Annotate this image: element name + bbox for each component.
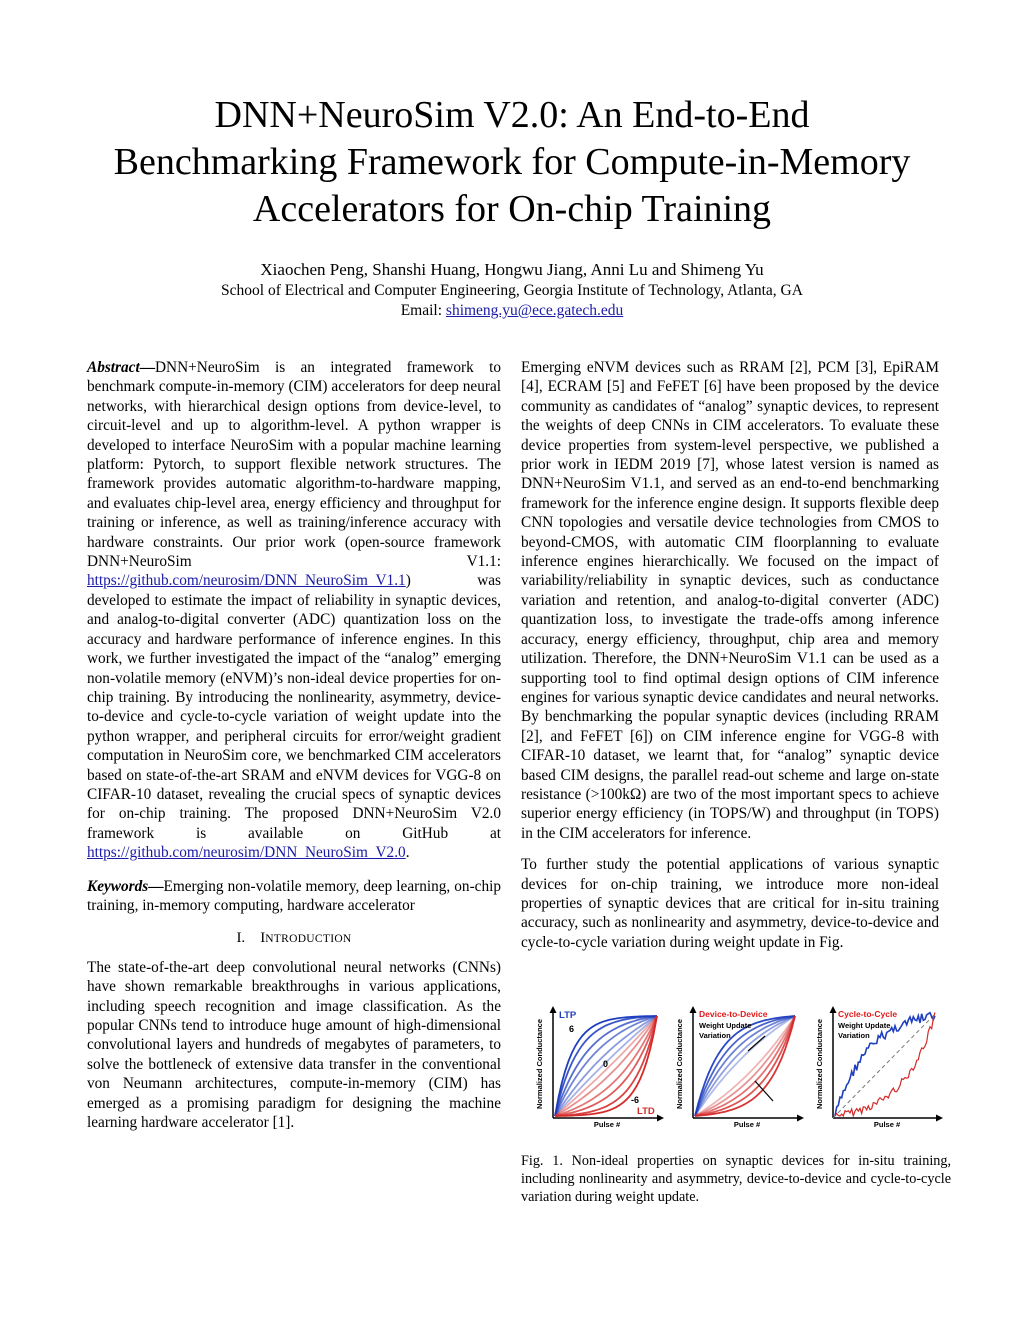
intro-paragraph: The state-of-the-art deep convolutional neural networks (CNNs) have shown remarkable breakthroughs in various applications, including speech recognition and image classification. As the popular CNNs tend to introduce huge amount of high-dimensional convolutional layers and hundreds of megabytes of parameters, to solve the bottleneck of extensive data transfer in the conventional von Neumann architectures, compute-in-memory (CIM) has emerged as a promising paradigm for designing the machine learning hardware accelerator [1]. [87,958,501,1132]
panel-cycle-to-cycle [815,1006,943,1129]
right-paragraph-2: To further study the potential applications of various synaptic devices for on-chip training, we introduce more non-ideal properties of synaptic devices that are critical for in-situ training accuracy, such as nonlinearity and asymmetry, device-to-device and cycle-to-cycle variation during weight update in Fig. [521,856,939,951]
panel3-y-arrow [830,1006,837,1013]
panel2-sub1: Weight Update [699,1021,752,1030]
panel1-n-zero: 0 [603,1059,609,1069]
panel2-xlabel: Pulse # [733,1120,761,1129]
section-number: I. [236,930,246,947]
authors: Xiaochen Peng, Shanshi Huang, Hongwu Jiang, Anni Lu and Shimeng Yu [260,260,764,279]
keywords-dash: — [148,877,164,895]
panel1-ltd-label: LTD [637,1106,655,1117]
panel3-xlabel: Pulse # [873,1120,901,1129]
right-column [521,358,939,952]
panel3-x-arrow [936,1115,943,1122]
panel1-n-neg: -6 [631,1095,640,1105]
panel2-x-arrow [797,1115,804,1122]
github-link-v11[interactable]: https://github.com/neurosim/DNN_NeuroSim_V1.1 [87,572,406,590]
title-line-1: DNN+NeuroSim V2.0: An End-to-End [214,94,810,136]
email-link[interactable]: shimeng.yu@ece.gatech.edu [445,302,624,319]
panel2-y-arrow [690,1006,697,1013]
panel3-heading: Cycle-to-Cycle [838,1009,898,1019]
abstract [87,358,501,863]
github-link-v20[interactable]: https://github.com/neurosim/DNN_NeuroSim_V2.0 [87,844,406,862]
panel1-ltp-label: LTP [559,1010,577,1021]
keywords-text: Emerging non-volatile memory, deep learning, on-chip training, in-memory computing, hardware accelerator [87,877,501,914]
title-line-3: Accelerators for On-chip Training [252,188,772,230]
right-paragraph-1: Emerging eNVM devices such as RRAM [2], PCM [3], EpiRAM [4], ECRAM [5] and FeFET [6] have been proposed by the device community as candidates of “analog” synaptic devices, to represent the weights of deep CNNs in CIM accelerators. To evaluate these device properties from system-level perspective, we published a prior work in IEDM 2019 [7], whose latest version is named as DNN+NeuroSim V1.1, and served as an end-to-end benchmarking framework for the inference engine design. It supports flexible deep CNN topologies and versatile device technologies from CMOS to beyond-CMOS, with automatic CIM floorplanning to evaluate inference engines hierarchically. We focused on the impact of variability/reliability in synaptic devices, such as conductance variation and retention, and analog-to-digital converter (ADC) quantization loss, to investigate the trade-offs among inference accuracy, energy efficiency, throughput, chip area and memory utilization. Therefore, the DNN+NeuroSim V1.1 can be used as a supporting tool to find optimal design options of CIM inference engines for various synaptic device candidates and neural networks. By benchmarking the popular synaptic devices (including RRAM [2], and FeFET [6]) on CIM inference engine for VGG-8 with CIFAR-10 dataset, we learnt that, for “analog” synaptic device based CIM designs, the parallel read-out scheme and large on-state resistance (>100kΩ) are two of the most important specs to achieve superior energy efficiency (in TOPS/W) and throughput (in TOPS) in the CIM accelerators for inference. [521,359,939,842]
panel2-sub2: Variation [699,1031,731,1040]
title-line-2: Benchmarking Framework for Compute-in-Memory [113,141,911,183]
panel2-heading: Device-to-Device [699,1009,768,1019]
panel2-arrow-lower [755,1081,773,1101]
email-label: Email: [400,302,443,319]
panel1-xlabel: Pulse # [593,1120,621,1129]
paper-title [60,92,964,233]
panel3-sub1: Weight Update [838,1021,891,1030]
abstract-text-1: DNN+NeuroSim is an integrated framework to benchmark compute-in-memory (CIM) accelerators for deep neural networks, with hierarchical design options from device-level, to circuit-level and up to algorithm-level. A python wrapper is developed to interface NeuroSim with a popular machine learning platform: Pytorch, to support flexible network structures. The framework provides automatic algorithm-to-hardware mapping, and evaluates chip-level area, energy efficiency and throughput for training or inference, as well as training/inference accuracy with hardware constraints. Our prior work (open-source framework DNN+NeuroSim V1.1: [87,359,501,571]
affiliation: School of Electrical and Computer Engineering, Georgia Institute of Technology, Atlanta, GA [221,282,803,299]
panel3-ylabel: Normalized Conductance [815,1018,824,1110]
keywords [87,877,501,916]
panel3-sub2: Variation [838,1031,870,1040]
section-title-rest: NTRODUCTION [265,933,352,946]
section-heading-introduction [87,929,501,949]
abstract-end: . [405,844,410,862]
figure-caption: Fig. 1. Non-ideal properties on synaptic devices for in-situ training, including nonlinearity and asymmetry, device-to-device and cycle-to-cycle variation during weight update. [521,1153,951,1205]
panel1-x-arrow [657,1115,664,1122]
panel1-n-pos: 6 [569,1024,575,1034]
section-first-letter: I [260,930,266,947]
panel2-ylabel: Normalized Conductance [675,1018,684,1110]
panel-device-to-device [675,1006,804,1129]
panel-nonlinearity [535,1006,664,1129]
abstract-dash: — [139,359,155,376]
keywords-label: Keywords [87,877,149,895]
figure-1 [533,1006,943,1130]
abstract-text-2: ) was developed to estimate the impact of reliability in synaptic devices, and analog-to-digital converter (ADC) quantization loss on the accuracy and hardware performance of inference engines. In this work, we further investigated the impact of the “analog” emerging non-volatile memory (eNVM)’s non-ideal device properties for on-chip training. By introducing the nonlinearity, asymmetry, device-to-device and cycle-to-cycle variation of weight update into the python wrapper, and peripheral circuits for error/weight gradient computation in NeuroSim core, we benchmarked CIM accelerators based on state-of-the-art SRAM and eNVM devices for VGG-8 on CIFAR-10 dataset, revealing the crucial specs of synaptic devices for on-chip training. The proposed DNN+NeuroSim V2.0 framework is available on GitHub at [87,572,501,842]
email-line [60,302,964,320]
panel1-ylabel: Normalized Conductance [535,1018,544,1110]
panel1-y-arrow [550,1006,557,1013]
left-column [87,358,501,1132]
abstract-label: Abstract [87,359,140,376]
